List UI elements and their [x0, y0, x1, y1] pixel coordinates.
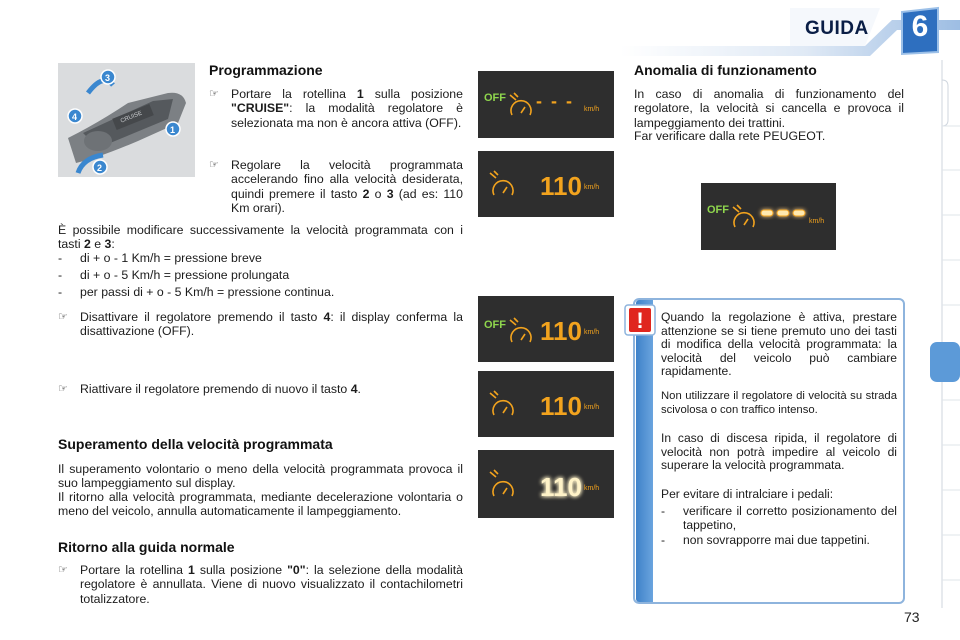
- display-speed: 110: [540, 391, 582, 421]
- display-unit: km/h: [809, 218, 825, 225]
- display-unit: km/h: [584, 404, 600, 411]
- hand-bullet-icon: ☞: [58, 564, 68, 576]
- display-fault-dashes: [701, 183, 836, 250]
- chapter-title: GUIDA: [805, 18, 869, 39]
- cruise-icon: [733, 205, 754, 227]
- stalk-label-1: 1: [170, 125, 176, 135]
- stalk-label-2: 2: [97, 163, 103, 173]
- display-off-label: OFF: [484, 319, 506, 331]
- stalk-label-3: 3: [105, 73, 111, 83]
- section-title-anomalia: Anomalia di funzionamento: [634, 62, 817, 78]
- ritorno-bullet: ☞ Portare la rotellina 1 sulla posizione "0": la selezione della modalità regolatore è annullata. Viene di nuovo visualizzato il contachilometri totalizzatore.: [58, 563, 463, 606]
- display-unit: km/h: [584, 106, 600, 113]
- section-title-superamento: Superamento della velocità programmata: [58, 436, 333, 452]
- chapter-tab-rail: [928, 60, 960, 608]
- display-dashes: - - -: [536, 91, 574, 111]
- section-title-ritorno: Ritorno alla guida normale: [58, 539, 235, 555]
- cruise-icon: [490, 470, 513, 496]
- bullet-1: ☞ Portare la rotellina 1 sulla posizione "CRUISE": la modalità regolatore è selezionata ma non è ancora attiva (OFF).: [209, 87, 463, 130]
- display-speed-110: [478, 151, 614, 217]
- warning-paragraph-4: Per evitare di intralciare i pedali:: [661, 487, 834, 501]
- display-unit: km/h: [584, 485, 600, 492]
- cruise-icon: [510, 93, 531, 115]
- page-number: 73: [904, 609, 920, 625]
- chapter-number: 6: [911, 10, 929, 43]
- display-off-dashes: [478, 71, 614, 138]
- list-item: - di + o - 5 Km/h = pressione prolungata: [58, 268, 290, 282]
- stalk-label-4: 4: [72, 112, 78, 122]
- hand-bullet-icon: ☞: [209, 88, 219, 100]
- svg-text:CRUISE: CRUISE: [119, 110, 144, 125]
- section-title-programmazione: Programmazione: [209, 62, 323, 78]
- svg-text:!: !: [636, 308, 644, 333]
- warning-list-item: - non sovrapporre mai due tappetini.: [661, 533, 870, 547]
- cruise-control-stalk-image: [58, 63, 195, 177]
- hand-bullet-icon: ☞: [58, 383, 68, 395]
- display-speed: 110: [540, 316, 582, 346]
- warning-paragraph-2: Non utilizzare il regolatore di velocità su strada scivolosa o con traffico intenso.: [661, 390, 897, 416]
- bullet-4: ☞ Riattivare il regolatore premendo di nuovo il tasto 4.: [58, 382, 361, 396]
- display-unit: km/h: [584, 329, 600, 336]
- anomalia-paragraph-2: Far verificare dalla rete PEUGEOT.: [634, 129, 826, 143]
- cruise-icon: [490, 391, 513, 415]
- cruise-icon: [490, 171, 513, 195]
- list-item: - di + o - 1 Km/h = pressione breve: [58, 251, 262, 265]
- display-speed: 110: [540, 171, 582, 201]
- bullet-3: ☞ Disattivare il regolatore premendo il tasto 4: il display conferma la disattivazione (OFF).: [58, 310, 463, 339]
- display-off-label: OFF: [707, 204, 729, 216]
- warning-paragraph-1: Quando la regolazione è attiva, prestare attenzione se si tiene premuto uno dei tasti di modifica della velocità programmata: la velocità del veicolo può cambiare rapidamente.: [661, 310, 897, 379]
- warning-paragraph-3: In caso di discesa ripida, il regolatore di velocità non potrà impedire al veicolo di superare la velocità programmata.: [661, 431, 897, 473]
- display-speed: 110: [540, 472, 582, 502]
- display-unit: km/h: [584, 184, 600, 191]
- superamento-paragraph-2: Il ritorno alla velocità programmata, mediante decelerazione volontaria o meno del veicolo, annulla automaticamente il lampeggiamento.: [58, 490, 463, 519]
- hand-bullet-icon: ☞: [58, 311, 68, 323]
- display-speed-110-flashing: [478, 450, 614, 518]
- flashing-dashes: [761, 210, 805, 216]
- intro-paragraph: È possibile modificare successivamente la velocità programmata con i tasti 2 e 3:: [58, 223, 463, 252]
- list-item: - per passi di + o - 5 Km/h = pressione continua.: [58, 285, 335, 299]
- bullet-2: ☞ Regolare la velocità programmata accelerando fino alla velocità desiderata, quindi premere il tasto 2 o 3 (ad es: 110 Km orari).: [209, 158, 463, 215]
- display-off-label: OFF: [484, 92, 506, 104]
- superamento-paragraph-1: Il superamento volontario o meno della velocità programmata provoca il suo lampeggiamento sul display.: [58, 462, 463, 491]
- display-off-110: [478, 296, 614, 362]
- display-speed-110-reactivated: [478, 371, 614, 437]
- warning-stripe: [636, 300, 653, 602]
- cruise-icon: [510, 318, 531, 342]
- warning-exclamation-icon: [622, 303, 658, 337]
- anomalia-paragraph-1: In caso di anomalia di funzionamento del regolatore, la velocità si cancella e provoca il lampeggiamento dei trattini.: [634, 87, 904, 130]
- warning-list-item: - verificare il corretto posizionamento del tappetino,: [661, 504, 897, 532]
- hand-bullet-icon: ☞: [209, 159, 219, 171]
